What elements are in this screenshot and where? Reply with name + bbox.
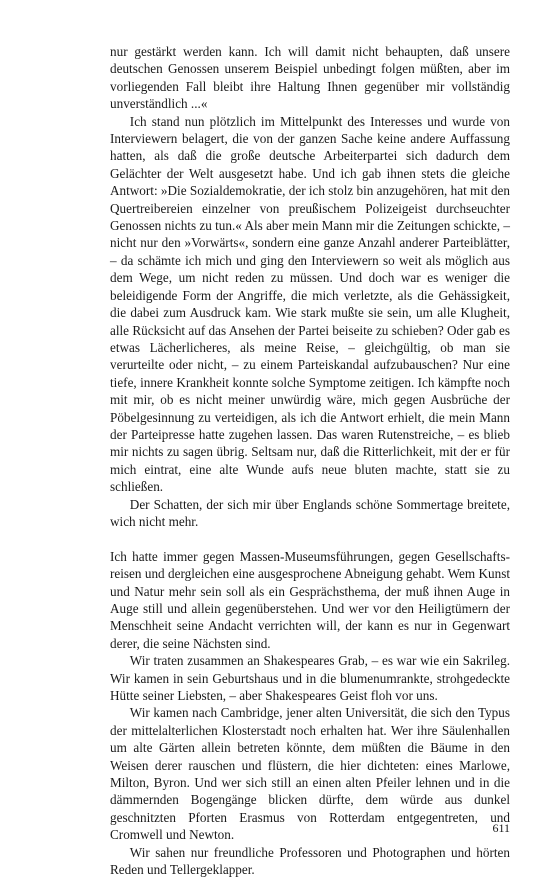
paragraph-5: Wir traten zusammen an Shakespeares Grab, – es war wie ein Sakrileg. Wir kamen in sein Geburtshaus und in die blumenumrankte, strohgedeckte Hütte seiner Liebsten, – aber Shakespeares Geist floh vor uns. xyxy=(110,653,510,704)
paragraph-6: Wir kamen nach Cambridge, jener alten Universität, die sich den Typus der mittelalterlichen Klosterstadt noch erhalten hat. Wer ihre Säulenhallen um alte Gärten allein betreten könnte, dem müßten die Bäume in den Weisen derer rauschen und flüstern, die hier dichteten: eines Marlowe, Milton, Byron. Und wer sich still an einen alten Pfeiler lehnen und in die dämmernden Bogengänge blicken dürfte, dem würde aus dunkel geschnitzten Pforten Erasmus von Rotterdam entgegentreten, und Cromwell und Newton. xyxy=(110,705,510,843)
page-number: 611 xyxy=(492,821,510,835)
paragraph-2: Ich stand nun plötzlich im Mittelpunkt des Interesses und wurde von Interviewern belagert, die von der ganzen Sache keine andere Auffassung hatten, als daß die große deutsche Arbeiterpartei sich dadurch dem Gelächter der Welt ausgesetzt habe. Und ich gab ihnen stets die gleiche Antwort: »Die Sozialdemokratie, der ich stolz bin anzugehören, hat mit den Quertreibereien einzelner von preußischem Polizeigeist durchseuchter Genossen nichts zu tun.« Als aber mein Mann mir die Zeitungen schickte, – nicht nur den »Vorwärts«, sondern eine ganze Anzahl anderer Parteiblätter, – da schämte ich mich und ging den Interviewern so weit als möglich aus dem Wege, um nicht reden zu müssen. Und doch war es weniger die beleidigende Form der Angriffe, die mich verletzte, als die Gehässigkeit, die dabei zum Ausdruck kam. Wie stark mußte sie sein, um alle Klugheit, alle Rücksicht auf das Ansehen der Partei beiseite zu schieben? Oder gab es etwas Lächerlicheres, als meine Reise, – gleichgültig, ob man sie verurteilte oder nicht, – zu einem Parteiskandal aufzubauschen? Nur eine tiefe, innere Krankheit konnte solche Symptome zeitigen. Ich kämpfte noch mit mir, ob es nicht meiner unwürdig wäre, mich gegen Ausbrüche der Pöbelgesinnung zu verteidigen, als ich die Antwort erhielt, die mein Mann der Parteipresse hatte zugehen lassen. Das waren Rutenstreiche, – es blieb mir nichts zu sagen übrig. Seltsam nur, daß die Ritterlichkeit, mit der er für mich eintrat, eine alte Wunde aufs neue bluten machte, statt sie zu schließen. xyxy=(110,113,510,495)
paragraph-1: nur gestärkt werden kann. Ich will damit nicht behaupten, daß unsere deutschen Genossen unserem Beispiel unbedingt folgen müßten, aber im vorliegenden Fall bleibt ihre Haltung Ihnen gegenüber mir vollständig unverständlich ...« xyxy=(110,44,510,112)
paragraph-7: Wir sahen nur freundliche Professoren und Photographen und hörten Reden und Tellergeklapper. xyxy=(110,844,510,878)
paragraph-4: Ich hatte immer gegen Massen-Museumsführungen, gegen Gesellschaftsreisen und dergleichen eine ausgesprochene Abneigung gehabt. Wem Kunst und Natur mehr sein soll als ein Gesprächsthema, der muß ihnen Auge in Auge still und allein gegenüberstehen. Und wer vor den Heiligtümern der Menschheit seine Andacht verrichten will, der kann es nur in Gegenwart derer, die seine Nächsten sind. xyxy=(110,548,510,651)
body-text xyxy=(110,43,510,878)
paragraph-3: Der Schatten, der sich mir über Englands schöne Sommertage breitete, wich nicht mehr. xyxy=(110,496,510,529)
